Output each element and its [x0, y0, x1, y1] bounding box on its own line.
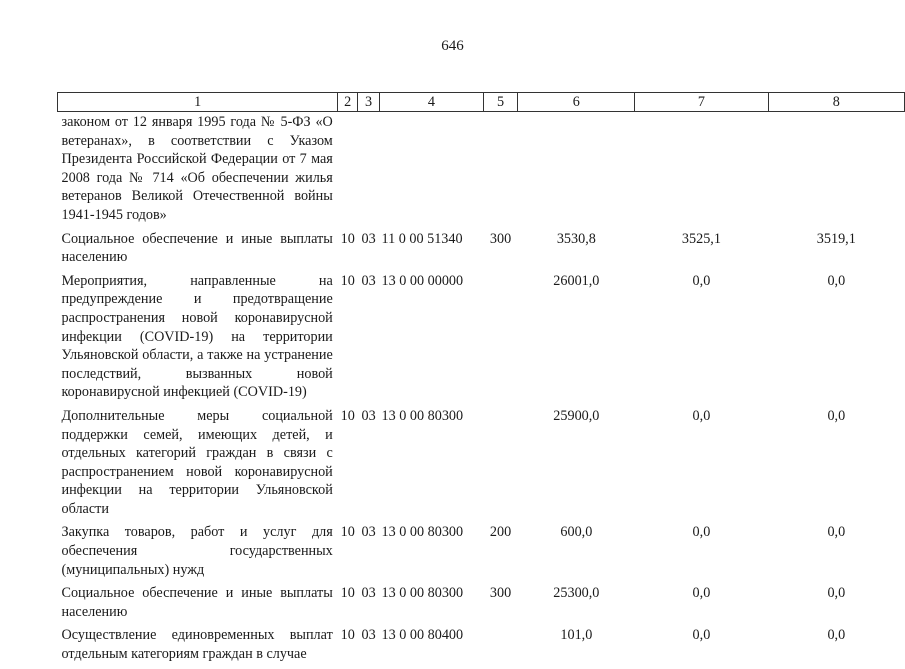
row-year3: 0,0: [827, 407, 846, 424]
header-cell-1: 1: [58, 93, 338, 112]
row-csr: [380, 112, 484, 230]
row-csr: 13 0 00 80300: [381, 585, 464, 602]
row-vr: [483, 626, 518, 668]
row-pr: 03: [361, 272, 376, 289]
row-pr: 03: [361, 230, 376, 247]
row-pr: [358, 112, 380, 230]
row-year1: 26001,0: [553, 272, 600, 289]
row-csr: 13 0 00 00000: [381, 272, 464, 289]
row-name: законом от 12 января 1995 года № 5-ФЗ «О ветеранах», в соответствии с Указом Президента Российской Федерации от 7 мая 2008 года № 714 «Об обеспечении жилья ветеранов Великой Отечественной войны 1941-1945 годов»: [61, 114, 333, 223]
row-name: Закупка товаров, работ и услуг для обеспечения государственных (муниципальных) нужд: [61, 524, 333, 578]
table-row: [58, 230, 905, 272]
row-year2: [635, 112, 768, 230]
row-vr: [483, 272, 518, 407]
row-year1: 101,0: [560, 627, 593, 644]
header-cell-5: 5: [483, 93, 518, 112]
table-row: [58, 626, 905, 668]
row-year2: 3525,1: [681, 230, 721, 247]
row-rz: 10: [340, 627, 355, 644]
row-rz: 10: [340, 407, 355, 424]
row-csr: 11 0 00 51340: [381, 230, 463, 247]
row-name: Осуществление единовременных выплат отдельным категориям граждан в случае: [61, 627, 333, 663]
table-row: [58, 272, 905, 407]
table-row: [58, 523, 905, 584]
budget-table: [57, 92, 905, 669]
row-year2: 0,0: [692, 407, 711, 424]
header-cell-7: 7: [635, 93, 768, 112]
row-pr: 03: [361, 627, 376, 644]
row-year1: 25900,0: [553, 407, 600, 424]
row-vr: 200: [489, 524, 512, 541]
header-row: [58, 93, 905, 112]
header-cell-3: 3: [358, 93, 380, 112]
row-vr: 300: [489, 230, 512, 247]
row-year1: 3530,8: [556, 230, 596, 247]
header-cell-8: 8: [768, 93, 904, 112]
row-pr: 03: [361, 407, 376, 424]
row-year2: 0,0: [692, 627, 711, 644]
row-rz: 10: [340, 272, 355, 289]
row-csr: 13 0 00 80300: [381, 407, 464, 424]
header-cell-6: 6: [518, 93, 635, 112]
row-name: Социальное обеспечение и иные выплаты населению: [61, 585, 333, 620]
row-pr: 03: [361, 585, 376, 602]
row-rz: [338, 112, 358, 230]
row-year3: 0,0: [827, 627, 846, 644]
row-csr: 13 0 00 80300: [381, 524, 464, 541]
row-name: Мероприятия, направленные на предупреждение и предотвращение распространения новой коронавирусной инфекции (COVID-19) на территории Ульяновской области, а также на устранение последствий, вызванных новой коронавирусной инфекцией (COVID-19): [61, 272, 333, 401]
row-year1: 25300,0: [553, 585, 600, 602]
row-year2: 0,0: [692, 585, 711, 602]
table-row: [58, 584, 905, 626]
page-number: 646: [441, 38, 464, 54]
row-year3: [768, 112, 904, 230]
row-name: Дополнительные меры социальной поддержки семей, имеющих детей, и отдельных категорий граждан в связи с распространением новой коронавирусной инфекции на территории Ульяновской области: [61, 407, 333, 517]
row-pr: 03: [361, 524, 376, 541]
row-year1: [518, 112, 635, 230]
header-cell-2: 2: [338, 93, 358, 112]
row-year2: 0,0: [692, 524, 711, 541]
row-csr: 13 0 00 80400: [381, 627, 464, 644]
table-row: [58, 407, 905, 524]
header-cell-4: 4: [380, 93, 484, 112]
row-year1: 600,0: [560, 524, 593, 541]
row-vr: [483, 407, 518, 524]
row-name: Социальное обеспечение и иные выплаты населению: [61, 230, 333, 266]
row-year3: 0,0: [827, 272, 846, 289]
row-year3: 0,0: [827, 585, 846, 602]
row-rz: 10: [340, 524, 355, 541]
row-rz: 10: [340, 585, 355, 602]
row-rz: 10: [340, 230, 355, 247]
row-year3: 3519,1: [816, 230, 856, 247]
row-year2: 0,0: [692, 272, 711, 289]
row-vr: 300: [489, 585, 512, 602]
row-vr: [483, 112, 518, 230]
table-row: [58, 112, 905, 230]
row-year3: 0,0: [827, 524, 846, 541]
